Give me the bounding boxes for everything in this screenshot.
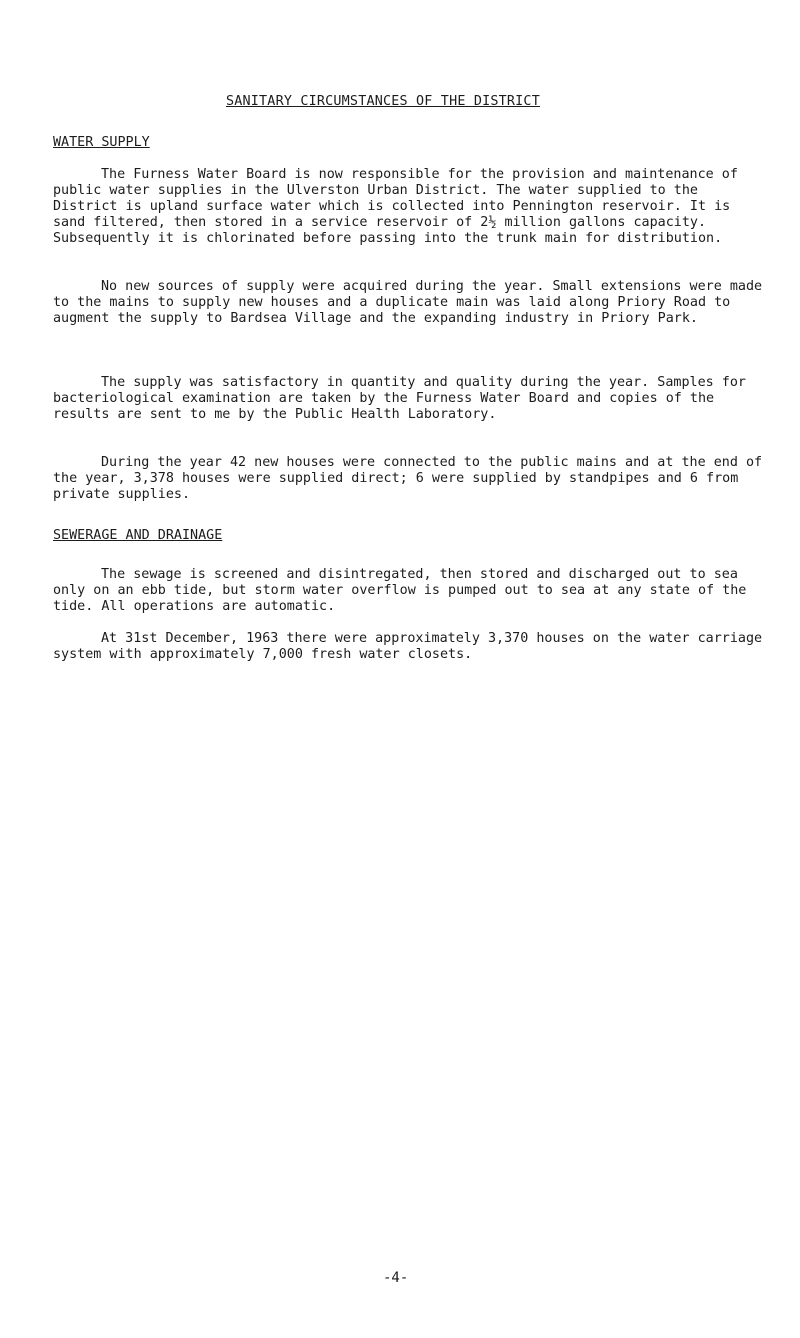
paragraph-text: The supply was satisfactory in quantity and quality during the year. Samples for bacteriological examination are taken by the Furness Water Board and copies of the results are sent to me by the Public Health Laboratory. [53,375,746,422]
paragraph-text: At 31st December, 1963 there were approximately 3,370 houses on the water carriage system with approximately 7,000 fresh water closets. [53,631,763,662]
paragraph [53,631,765,663]
paragraph-text: During the year 42 new houses were connected to the public mains and at the end of the year, 3,378 houses were supplied direct; 6 were supplied by standpipes and 6 from private supplies. [53,455,763,502]
paragraph [53,279,765,327]
paragraph [53,567,765,615]
paragraph [53,455,765,503]
page-title: SANITARY CIRCUMSTANCES OF THE DISTRICT [226,94,540,109]
paragraph [53,375,765,423]
section-heading-sewerage-drainage: SEWERAGE AND DRAINAGE [53,528,223,543]
section-heading-water-supply: WATER SUPPLY [53,135,150,150]
paragraph-text: The sewage is screened and disintregated, then stored and discharged out to sea only on an ebb tide, but storm water overflow is pumped out to sea at any state of the tide. All operations are automatic. [53,567,747,614]
paragraph-text: No new sources of supply were acquired during the year. Small extensions were made to the mains to supply new houses and a duplicate main was laid along Priory Road to augment the supply to Bardsea Village and the expanding industry in Priory Park. [53,279,763,326]
paragraph-text: The Furness Water Board is now responsible for the provision and maintenance of public water supplies in the Ulverston Urban District. The water supplied to the District is upland surface water which is collected into Pennington reservoir. It is sand filtered, then stored in a service reservoir of 2½ million gallons capacity. Subsequently it is chlorinated before passing into the trunk main for distribution. [53,167,738,246]
page-number: -4- [383,1270,409,1286]
paragraph [53,167,765,247]
